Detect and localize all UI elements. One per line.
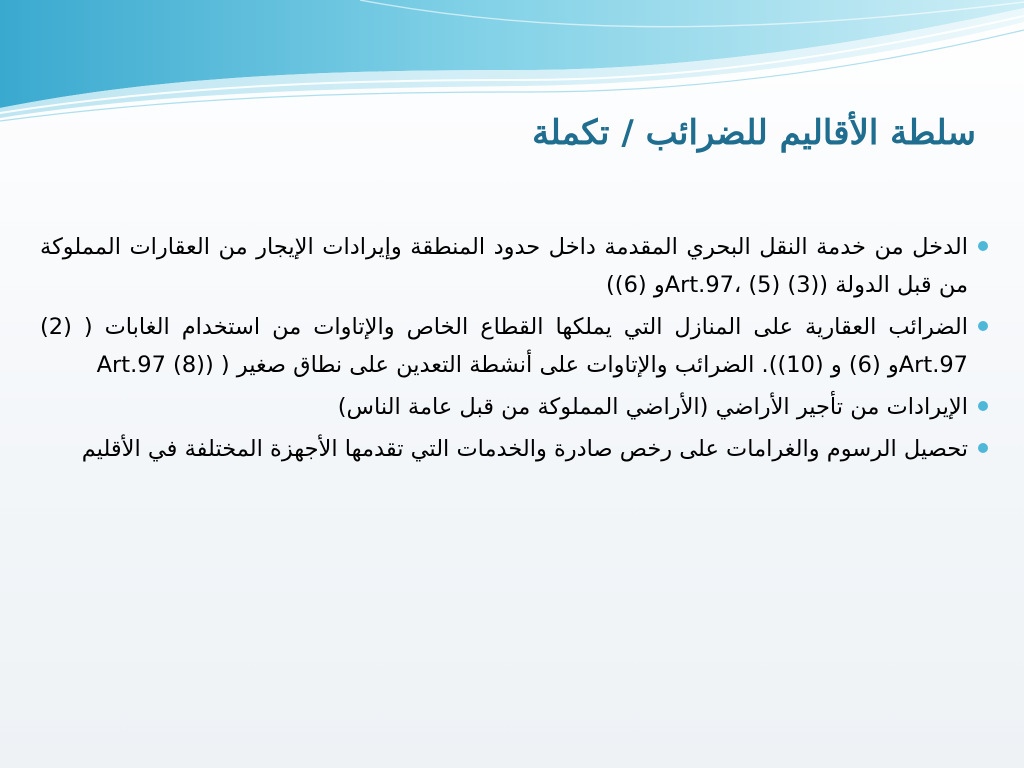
bullet-item-4 [40,430,988,468]
bullet-text: الدخل من خدمة النقل البحري المقدمة داخل حدود المنطقة وإيرادات الإيجار من العقارات المملوكة من قبل الدولة ((3) Art.97، (5)و (6)) [40,234,968,298]
bullet-item-2 [40,308,988,384]
bullet-icon [978,401,988,411]
bullet-item-3 [40,388,988,426]
bullet-item-1 [40,228,988,304]
bullet-text: الضرائب العقارية على المنازل التي يملكها القطاع الخاص والإتاوات من استخدام الغابات ( (2) Art.97و (6) و (10)). الضرائب والإتاوات على أنشطة التعدين على نطاق صغير ( ((8) Art.97 [40,314,968,378]
bullet-text: تحصيل الرسوم والغرامات على رخص صادرة والخدمات التي تقدمها الأجهزة المختلفة في الأقليم [81,436,968,462]
slide-title: سلطة الأقاليم للضرائب / تكملة [532,113,976,153]
bullet-list [40,228,988,472]
bullet-text: الإيرادات من تأجير الأراضي (الأراضي المملوكة من قبل عامة الناس) [337,394,968,420]
bullet-icon [978,241,988,251]
bullet-icon [978,321,988,331]
bullet-icon [978,443,988,453]
